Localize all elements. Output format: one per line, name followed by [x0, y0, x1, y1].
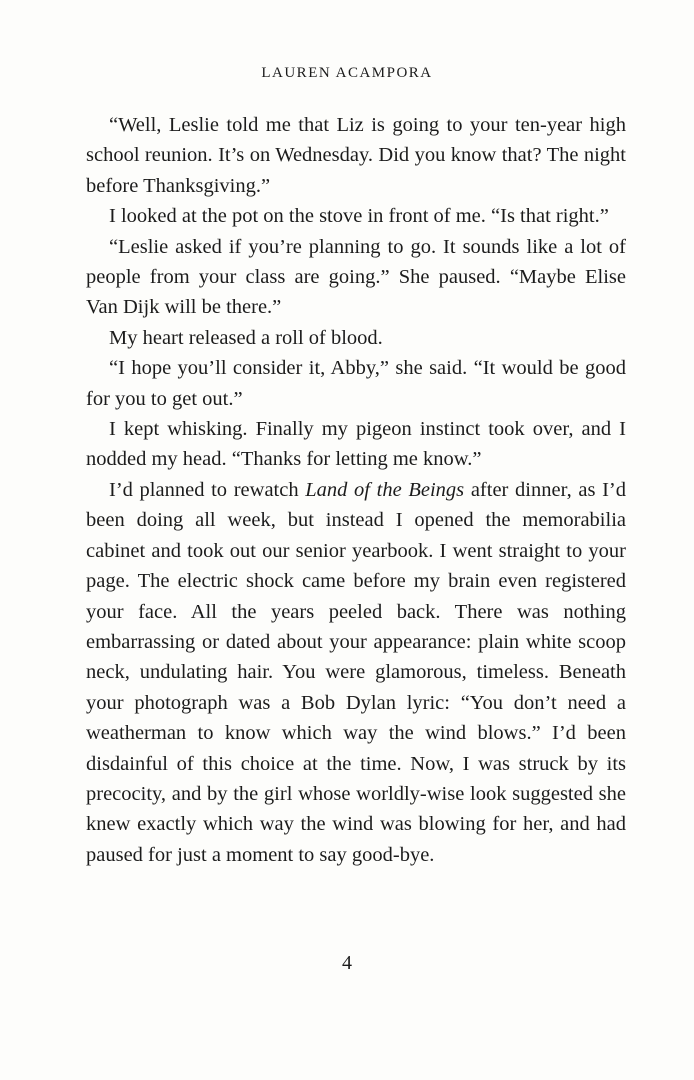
paragraph-3: “Leslie asked if you’re planning to go. It sounds like a lot of people from your class are going.” She paused. “Maybe Elise Van Dijk will be there.” — [86, 235, 626, 319]
film-title: Land of the Beings — [305, 478, 465, 501]
running-head: LAUREN ACAMPORA — [261, 65, 433, 81]
paragraph-7-lead: I’d planned to rewatch — [109, 478, 306, 501]
paragraph-5: “I hope you’ll consider it, Abby,” she said. “It would be good for you to get out.” — [86, 357, 626, 410]
paragraph-7 — [86, 475, 626, 870]
paragraph-2: I looked at the pot on the stove in front of me. “Is that right.” — [109, 205, 609, 228]
paragraph-4: My heart released a roll of blood. — [109, 326, 383, 349]
body-text — [86, 110, 626, 870]
paragraph-6: I kept whisking. Finally my pigeon instinct took over, and I nodded my head. “Thanks for letting me know.” — [86, 418, 626, 471]
paragraph-1: “Well, Leslie told me that Liz is going to your ten-year high school reunion. It’s on Wednesday. Did you know that? The night before Thanksgiving.” — [86, 114, 626, 197]
paragraph-7-rest: after dinner, as I’d been doing all week, but instead I opened the memorabilia cabinet and took out our senior yearbook. I went straight to your page. The electric shock came before my brain even registered your face. All the years peeled back. There was nothing embarrassing or dated about your appearance: plain white scoop neck, undulating hair. You were glamorous, timeless. Beneath your photograph was a Bob Dylan lyric: “You don’t need a weatherman to know which way the wind blows.” I’d been disdainful of this choice at the time. Now, I was struck by its precocity, and by the girl whose worldly-wise look suggested she knew exactly which way the wind was blowing for her, and had paused for just a moment to say good-bye. — [86, 478, 627, 866]
page-number: 4 — [342, 952, 352, 974]
